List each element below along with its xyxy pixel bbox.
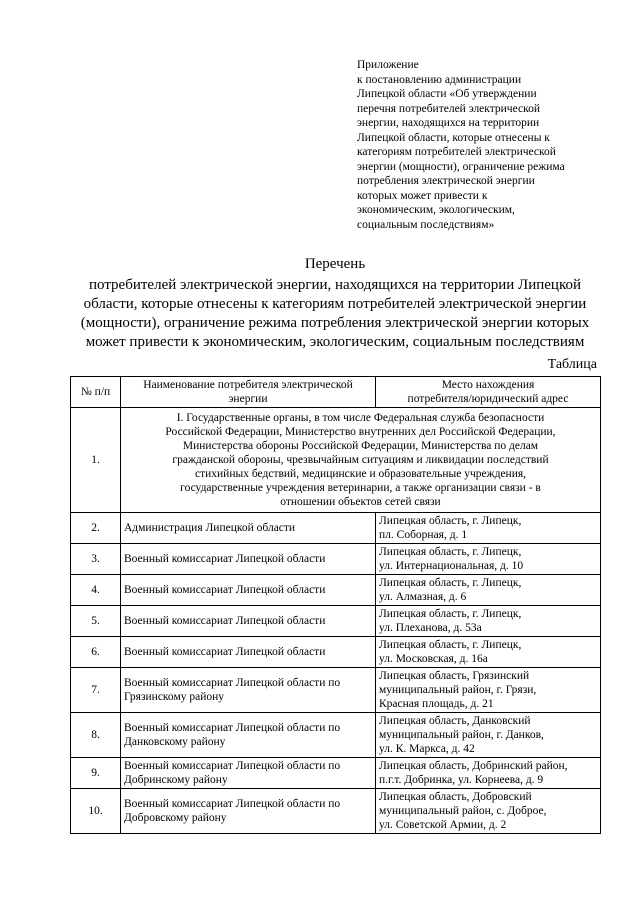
appendix-line: энергии (мощности), ограничение режима bbox=[357, 160, 565, 173]
consumer-address-line: ул. Советской Армии, д. 2 bbox=[379, 819, 507, 831]
title-line: (мощности), ограничение режима потребления электрической энергии которых bbox=[80, 315, 590, 331]
consumer-address bbox=[376, 637, 601, 668]
appendix-line: Липецкой области, которые отнесены к bbox=[357, 131, 550, 144]
document-title bbox=[70, 255, 600, 352]
consumer-name-line: Военный комиссариат Липецкой области по bbox=[124, 760, 341, 772]
row-num: 1. bbox=[71, 408, 121, 513]
consumer-address-line: п.г.т. Добринка, ул. Корнеева, д. 9 bbox=[379, 774, 544, 786]
consumer-address-line: муниципальный район, с. Доброе, bbox=[379, 805, 547, 817]
consumer-address bbox=[376, 575, 601, 606]
consumer-address bbox=[376, 668, 601, 713]
appendix-line: Липецкой области «Об утверждении bbox=[357, 88, 537, 100]
consumer-name-line: Военный комиссариат Липецкой области bbox=[124, 646, 326, 658]
header-name bbox=[121, 377, 376, 408]
consumer-name-line: Военный комиссариат Липецкой области bbox=[124, 553, 326, 565]
consumers-table bbox=[70, 376, 601, 834]
consumer-name-line: Военный комиссариат Липецкой области по bbox=[124, 798, 341, 810]
section-line: Министерства обороны Российской Федерации, Министерства по делам bbox=[182, 440, 539, 452]
table-row bbox=[71, 513, 601, 544]
table-row bbox=[71, 789, 601, 834]
consumer-address-line: муниципальный район, г. Данков, bbox=[379, 729, 544, 741]
section-line: отношении объектов сетей связи bbox=[280, 496, 441, 508]
row-num: 8. bbox=[71, 713, 121, 758]
row-num: 9. bbox=[71, 758, 121, 789]
consumer-address-line: ул. Плеханова, д. 53а bbox=[379, 622, 482, 634]
consumer-address bbox=[376, 789, 601, 834]
consumer-address-line: ул. Интернациональная, д. 10 bbox=[379, 560, 524, 572]
table-row bbox=[71, 668, 601, 713]
consumer-address-line: Липецкая область, г. Липецк, bbox=[379, 515, 522, 527]
consumer-name-line: Военный комиссариат Липецкой области по bbox=[124, 677, 341, 689]
appendix-line: перечня потребителей электрической bbox=[357, 102, 540, 115]
appendix-line: социальным последствиям» bbox=[357, 218, 495, 231]
table-row bbox=[71, 713, 601, 758]
consumer-name bbox=[121, 713, 376, 758]
consumer-name bbox=[121, 668, 376, 713]
consumer-name bbox=[121, 606, 376, 637]
table-row bbox=[71, 606, 601, 637]
header-name-line: энергии bbox=[228, 393, 268, 405]
header-name-line: Наименование потребителя электрической bbox=[143, 379, 353, 391]
section-line: государственные учреждения ветеринарии, а также организации связи - в bbox=[180, 482, 541, 494]
consumer-address-line: Липецкая область, г. Липецк, bbox=[379, 546, 522, 558]
section-row bbox=[71, 408, 601, 513]
appendix-note bbox=[357, 58, 607, 232]
consumer-name bbox=[121, 758, 376, 789]
row-num: 6. bbox=[71, 637, 121, 668]
section-text bbox=[121, 408, 601, 513]
consumer-address bbox=[376, 513, 601, 544]
appendix-line: категориям потребителей электрической bbox=[357, 146, 556, 158]
appendix-line: энергии, находящихся на территории bbox=[357, 117, 540, 129]
appendix-line: к постановлению администрации bbox=[357, 73, 522, 86]
consumer-name bbox=[121, 575, 376, 606]
consumer-name bbox=[121, 789, 376, 834]
table-row bbox=[71, 575, 601, 606]
consumer-name bbox=[121, 637, 376, 668]
consumer-address-line: пл. Соборная, д. 1 bbox=[379, 529, 468, 541]
row-num: 7. bbox=[71, 668, 121, 713]
section-line: Российской Федерации, Министерство внутренних дел Российской Федерации, bbox=[165, 426, 556, 438]
consumer-address-line: Липецкая область, Данковский bbox=[379, 715, 531, 727]
consumer-address-line: муниципальный район, г. Грязи, bbox=[379, 684, 537, 696]
header-address-line: Место нахождения bbox=[441, 379, 535, 391]
title-line: может привести к экономическим, экологическим, социальным последствиям bbox=[85, 334, 585, 350]
header-num: № п/п bbox=[71, 377, 121, 408]
consumer-address-line: Липецкая область, г. Липецк, bbox=[379, 577, 522, 589]
consumer-address-line: Липецкая область, Добровский bbox=[379, 791, 532, 803]
row-num: 4. bbox=[71, 575, 121, 606]
table-header-row bbox=[71, 377, 601, 408]
appendix-line: Приложение bbox=[357, 59, 419, 71]
consumer-name-line: Добровскому району bbox=[124, 812, 227, 824]
consumer-name bbox=[121, 513, 376, 544]
appendix-line: которых может привести к bbox=[357, 189, 488, 202]
section-line: гражданской обороны, чрезвычайным ситуациям и ликвидации последствий bbox=[172, 454, 549, 466]
consumer-name-line: Данковскому району bbox=[124, 736, 226, 748]
row-num: 5. bbox=[71, 606, 121, 637]
table-row bbox=[71, 544, 601, 575]
consumer-address-line: Липецкая область, Грязинский bbox=[379, 670, 530, 682]
consumer-name-line: Военный комиссариат Липецкой области bbox=[124, 615, 326, 627]
consumer-address bbox=[376, 758, 601, 789]
consumer-address-line: Липецкая область, г. Липецк, bbox=[379, 608, 522, 620]
title-heading: Перечень bbox=[304, 256, 366, 272]
section-line: стихийных бедствий, медицинские и образовательные учреждения, bbox=[194, 468, 527, 480]
consumer-name bbox=[121, 544, 376, 575]
header-address bbox=[376, 377, 601, 408]
consumer-name-line: Грязинскому району bbox=[124, 691, 225, 703]
row-num: 3. bbox=[71, 544, 121, 575]
consumer-address bbox=[376, 606, 601, 637]
consumer-address-line: Красная площадь, д. 21 bbox=[379, 698, 494, 710]
consumer-name-line: Военный комиссариат Липецкой области по bbox=[124, 722, 341, 734]
consumer-address-line: Липецкая область, Добринский район, bbox=[379, 760, 568, 772]
row-num: 10. bbox=[71, 789, 121, 834]
consumer-name-line: Добринскому району bbox=[124, 774, 228, 786]
appendix-line: потребления электрической энергии bbox=[357, 175, 535, 187]
consumer-address bbox=[376, 713, 601, 758]
table-row bbox=[71, 758, 601, 789]
table-label: Таблица bbox=[547, 357, 597, 372]
header-address-line: потребителя/юридический адрес bbox=[407, 393, 569, 405]
consumer-address-line: Липецкая область, г. Липецк, bbox=[379, 639, 522, 651]
consumer-name-line: Военный комиссариат Липецкой области bbox=[124, 584, 326, 596]
consumer-address-line: ул. Московская, д. 16а bbox=[379, 653, 488, 665]
consumer-address bbox=[376, 544, 601, 575]
title-line: области, которые отнесены к категориям потребителей электрической энергии bbox=[83, 296, 587, 312]
consumer-address-line: ул. Алмазная, д. 6 bbox=[379, 591, 467, 603]
consumer-address-line: ул. К. Маркса, д. 42 bbox=[379, 743, 475, 755]
section-line: I. Государственные органы, в том числе Федеральная служба безопасности bbox=[176, 412, 545, 424]
consumer-name-line: Администрация Липецкой области bbox=[124, 522, 296, 534]
table-row bbox=[71, 637, 601, 668]
appendix-line: экономическим, экологическим, bbox=[357, 204, 515, 216]
row-num: 2. bbox=[71, 513, 121, 544]
title-line: потребителей электрической энергии, находящихся на территории Липецкой bbox=[88, 277, 582, 293]
